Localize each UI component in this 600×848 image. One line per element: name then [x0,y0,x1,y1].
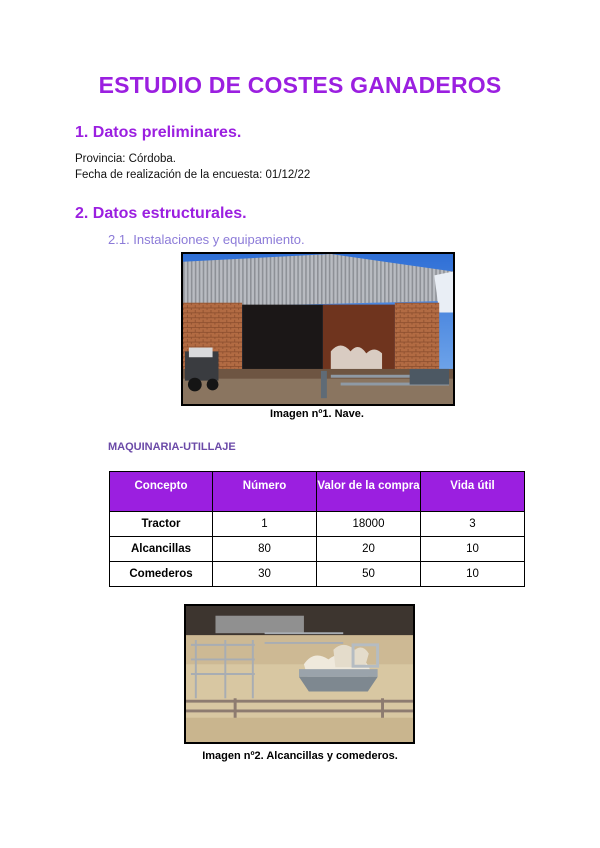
subsection-heading-facilities: 2.1. Instalaciones y equipamiento. [108,232,305,247]
header-numero: Número [213,472,317,512]
cell-concept: Tractor [110,512,213,537]
cell-value: 18000 [317,512,421,537]
cell-lifespan: 10 [421,537,525,562]
cell-number: 80 [213,537,317,562]
table-header-row [110,472,525,512]
machinery-table [109,471,525,587]
cell-lifespan: 10 [421,562,525,587]
header-concepto: Concepto [110,472,213,512]
table-row [110,537,525,562]
document-title: ESTUDIO DE COSTES GANADEROS [98,72,502,98]
barn-photo [181,252,455,406]
cell-number: 1 [213,512,317,537]
table-row [110,512,525,537]
cell-concept: Alcancillas [110,537,213,562]
image1-caption: Imagen nº1. Nave. [270,408,364,420]
machinery-heading: MAQUINARIA-UTILLAJE [108,441,236,453]
cell-lifespan: 3 [421,512,525,537]
cell-concept: Comederos [110,562,213,587]
cell-number: 30 [213,562,317,587]
header-vida-util: Vida útil [421,472,525,512]
table-row [110,562,525,587]
survey-date-line: Fecha de realización de la encuesta: 01/12/22 [75,169,311,181]
cell-value: 20 [317,537,421,562]
image2-caption: Imagen nº2. Alcancillas y comederos. [202,750,398,762]
troughs-photo [184,604,415,744]
section-heading-structural: 2. Datos estructurales. [75,205,247,222]
cell-value: 50 [317,562,421,587]
province-line: Provincia: Córdoba. [75,153,176,165]
section-heading-preliminary: 1. Datos preliminares. [75,124,242,141]
header-valor-compra: Valor de la compra [317,472,421,512]
